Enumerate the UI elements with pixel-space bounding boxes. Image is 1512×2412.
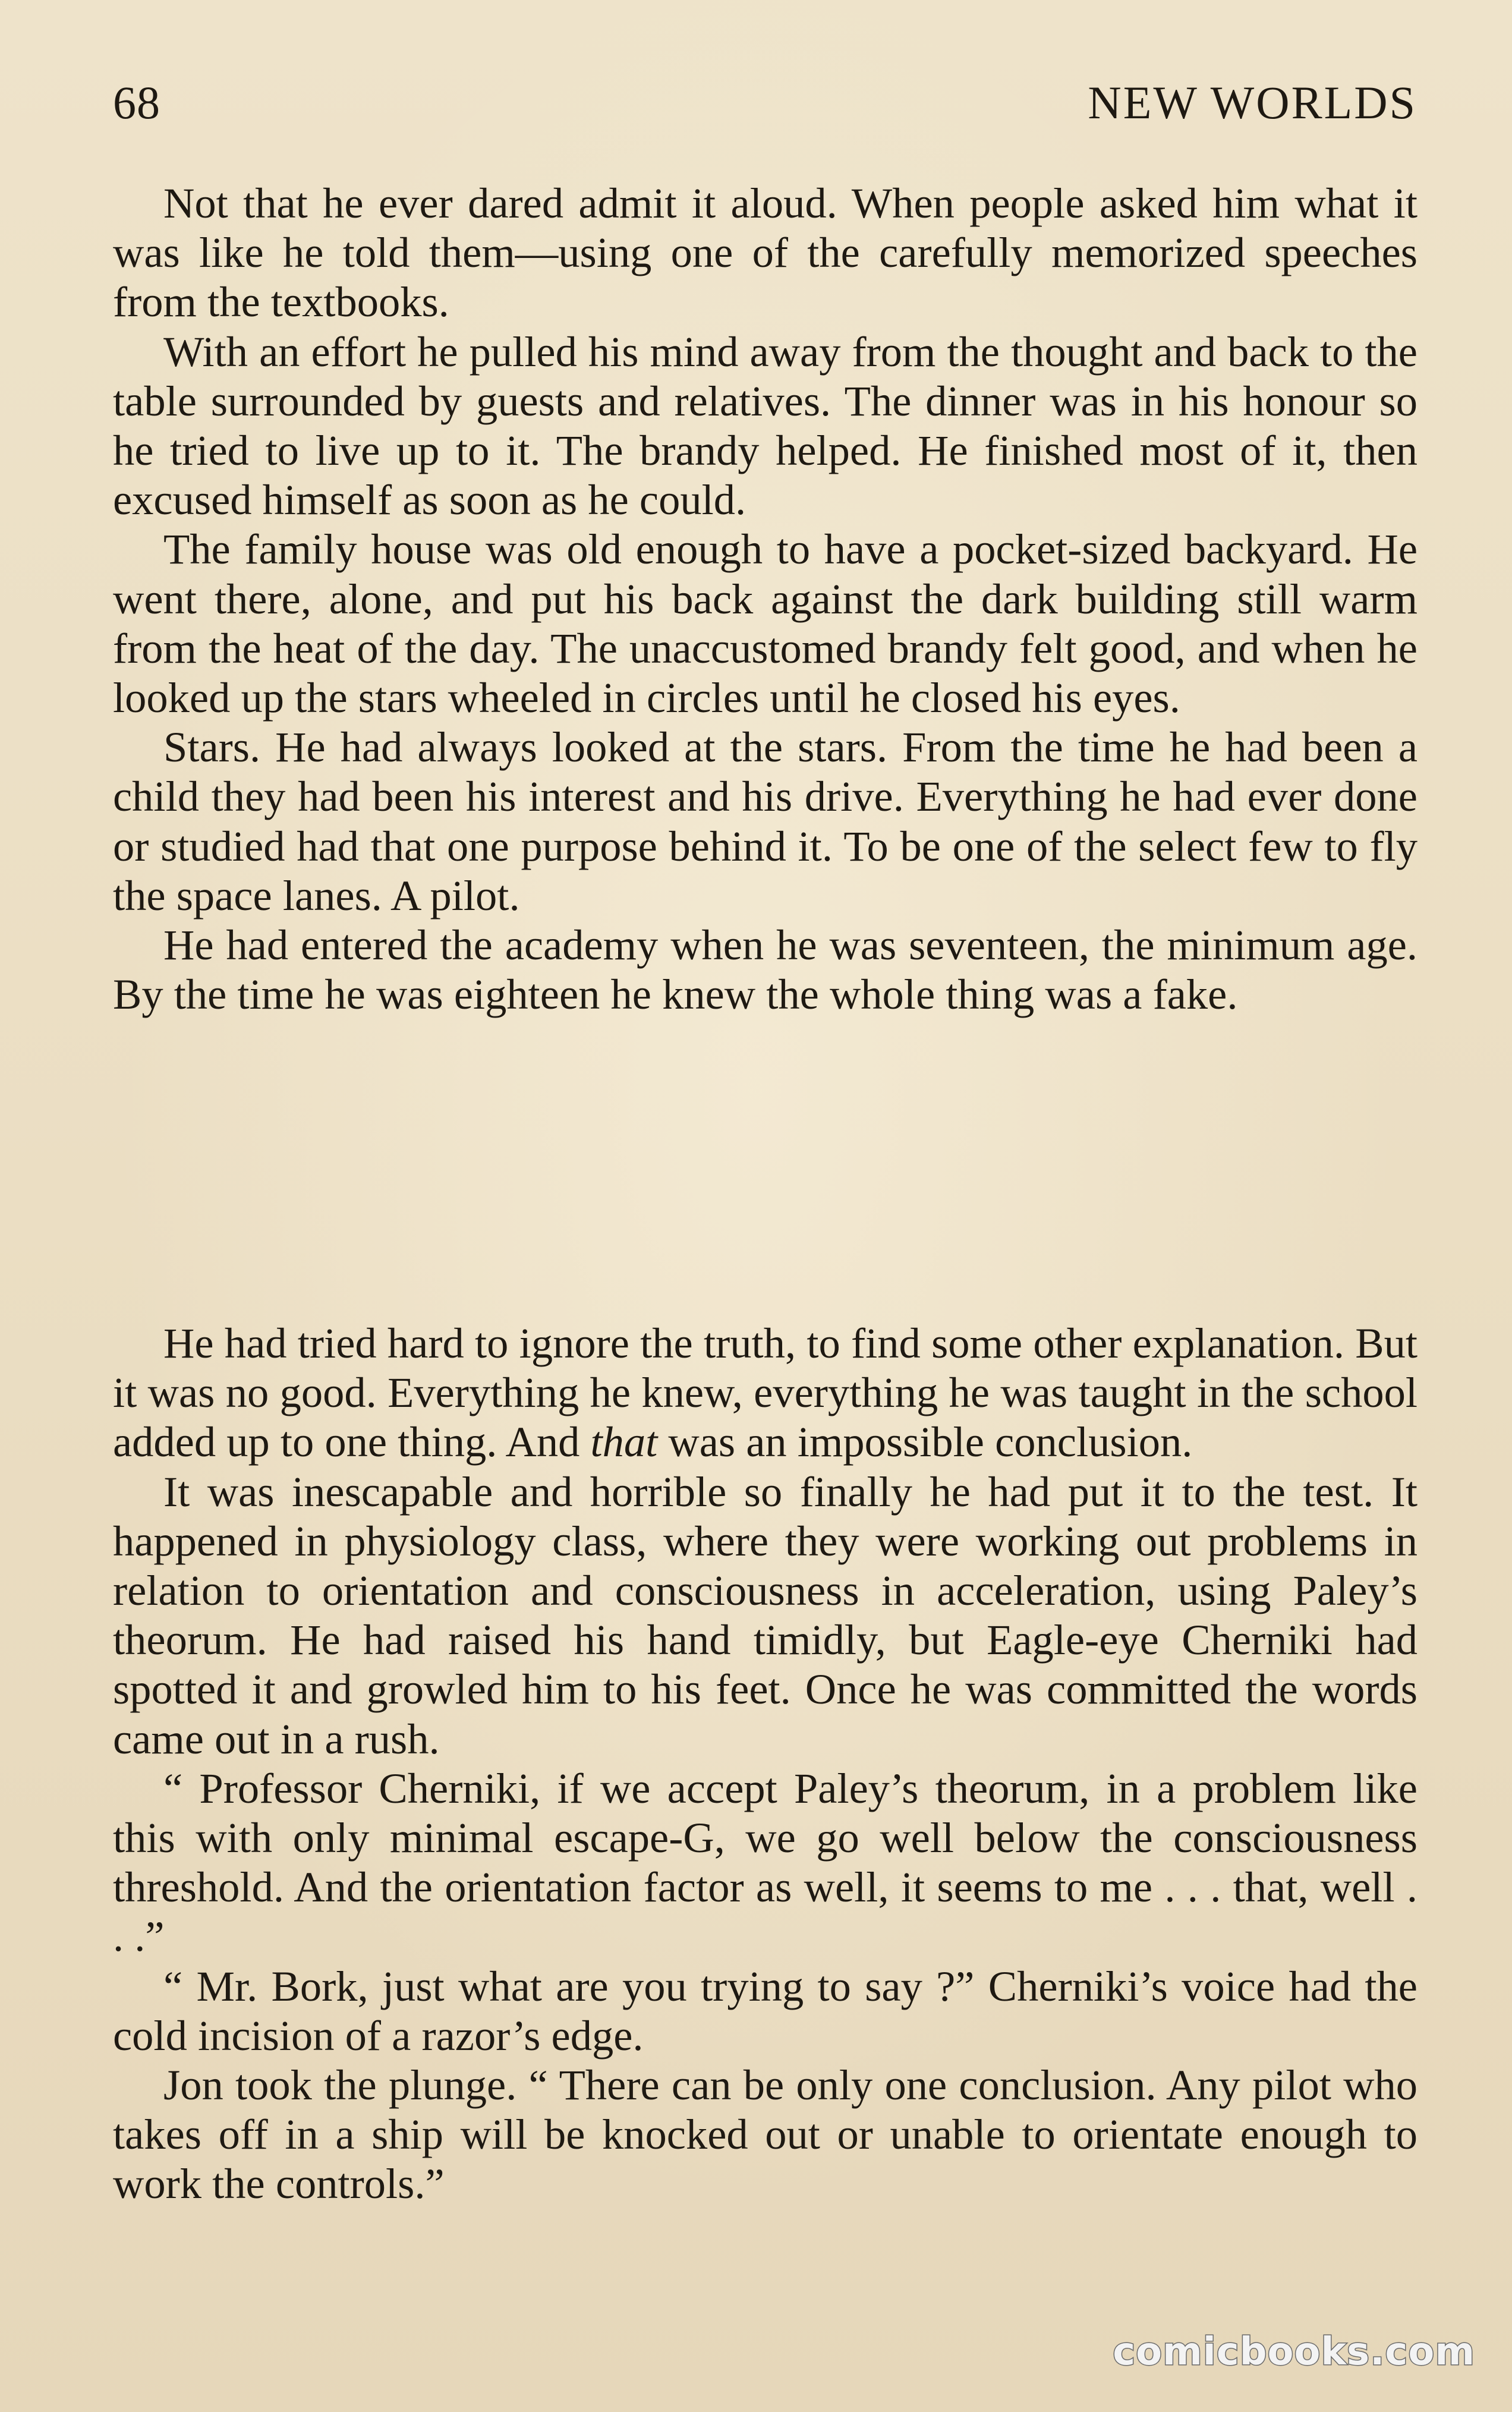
paragraph: Jon took the plunge. “ There can be only one conclusion. Any pilot who takes off in a ship will be knocked out or unable to orientate enough to work the controls.”: [113, 2061, 1418, 2208]
paragraph: “ Professor Cherniki, if we accept Paley’s theorum, in a problem like this with only minimal escape-G, we go well below the consciousness threshold. And the orientation factor as well, it seems to me . . . that, well . . .”: [113, 1764, 1418, 1961]
paragraph: Stars. He had always looked at the stars. From the time he had been a child they had been his interest and his drive. Everything he had ever done or studied had that one purpose behind it. To be one of the select few to fly the space lanes. A pilot.: [113, 723, 1418, 920]
paragraph: “ Mr. Bork, just what are you trying to say ?” Cherniki’s voice had the cold incision of a razor’s edge.: [113, 1961, 1418, 2060]
emphasis-text: that: [590, 1418, 658, 1466]
running-head: NEW WORLDS: [1088, 77, 1417, 128]
paragraph: With an effort he pulled his mind away from the thought and back to the table surrounded by guests and relatives. The dinner was in his honour so he tried to live up to it. The brandy helped. He finished most of it, then excused himself as soon as he could.: [113, 327, 1418, 524]
paragraph-text: was an impossible conclusion.: [668, 1418, 1193, 1466]
paragraph-text: He had tried hard to ignore the truth, to find some other explanation. But it was no good. Everything he knew, everything he was taught in the school added up to one thing. And: [113, 1319, 1418, 1466]
paragraph: It was inescapable and horrible so finally he had put it to the test. It happened in physiology class, where they were working out problems in relation to orientation and consciousness in acceleration, using Paley’s theorum. He had raised his hand timidly, but Eagle-eye Cherniki had spotted it and growled him to his feet. Once he was committed the words came out in a rush.: [113, 1467, 1418, 1763]
watermark: comicbooks.com: [1113, 2330, 1475, 2374]
text-block-lower: [113, 1318, 1418, 2209]
paragraph: Not that he ever dared admit it aloud. When people asked him what it was like he told them—using one of the carefully memorized speeches from the textbooks.: [113, 179, 1418, 326]
page-number: 68: [113, 77, 160, 128]
text-block-upper: [113, 178, 1418, 1019]
paragraph: The family house was old enough to have a pocket-sized backyard. He went there, alone, and put his back against the dark building still warm from the heat of the day. The unaccustomed brandy felt good, and when he looked up the stars wheeled in circles until he closed his eyes.: [113, 525, 1418, 722]
paragraph: He had entered the academy when he was seventeen, the minimum age. By the time he was eighteen he knew the whole thing was a fake.: [113, 921, 1418, 1019]
paragraph: [113, 1318, 1418, 1467]
page-header: [113, 76, 1417, 136]
